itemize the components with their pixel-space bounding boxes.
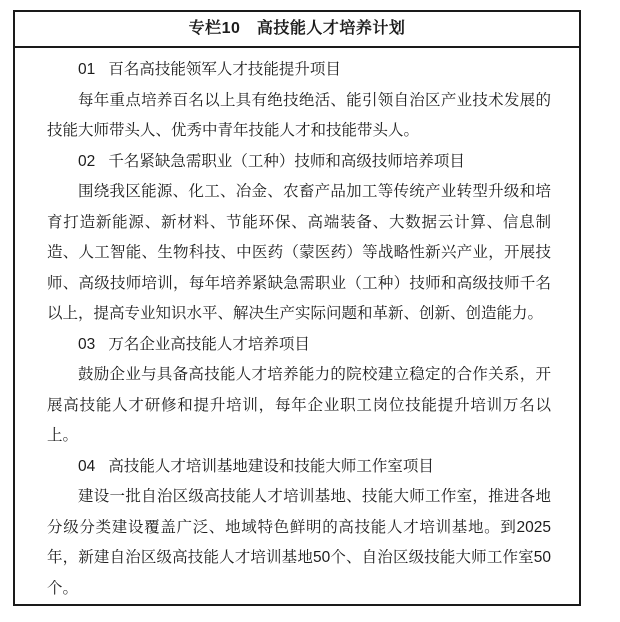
- section-body-text: 建设一批自治区级高技能人才培训基地、技能大师工作室，推进各地分级分类建设覆盖广泛、地域特色鲜明的高技能人才培训基地。到2025年，新建自治区级高技能人才培训基地50个、自治区级技能大师工作室50个。: [47, 488, 551, 597]
- section-body-text: 围绕我区能源、化工、冶金、农畜产品加工等传统产业转型升级和培育打造新能源、新材料、节能环保、高端装备、大数据云计算、信息制造、人工智能、生物科技、中医药（蒙医药）等战略性新兴产业，开展技师、高级技师培训，每年培养紧缺急需职业（工种）技师和高级技师千名以上，提高专业知识水平、解决生产实际问题和革新、创新、创造能力。: [47, 183, 551, 322]
- column-box-panel: [13, 10, 581, 606]
- section-body-text: 鼓励企业与具备高技能人才培养能力的院校建立稳定的合作关系，开展高技能人才研修和提升培训，每年企业职工岗位技能提升培训万名以上。: [47, 366, 551, 444]
- section-02: [47, 147, 551, 330]
- section-heading-text: 百名高技能领军人才技能提升项目: [108, 61, 341, 78]
- panel-body: [15, 48, 579, 604]
- section-03: [47, 330, 551, 452]
- section-heading: [47, 452, 551, 483]
- section-01: [47, 55, 551, 147]
- section-heading: [47, 330, 551, 361]
- section-body-text: 每年重点培养百名以上具有绝技绝活、能引领自治区产业技术发展的技能大师带头人、优秀中青年技能人才和技能带头人。: [47, 91, 551, 139]
- section-number: 02: [78, 152, 96, 170]
- section-number: 04: [78, 457, 96, 475]
- panel-title: 专栏10 高技能人才培养计划: [15, 12, 579, 48]
- section-heading-text: 高技能人才培训基地建设和技能大师工作室项目: [108, 457, 434, 475]
- section-heading-text: 万名企业高技能人才培养项目: [108, 335, 310, 353]
- section-04: [47, 452, 551, 605]
- section-number: 01: [78, 61, 96, 78]
- section-heading-text: 千名紧缺急需职业（工种）技师和高级技师培养项目: [108, 152, 465, 170]
- section-heading: [47, 55, 551, 86]
- section-heading: [47, 147, 551, 178]
- section-number: 03: [78, 335, 96, 353]
